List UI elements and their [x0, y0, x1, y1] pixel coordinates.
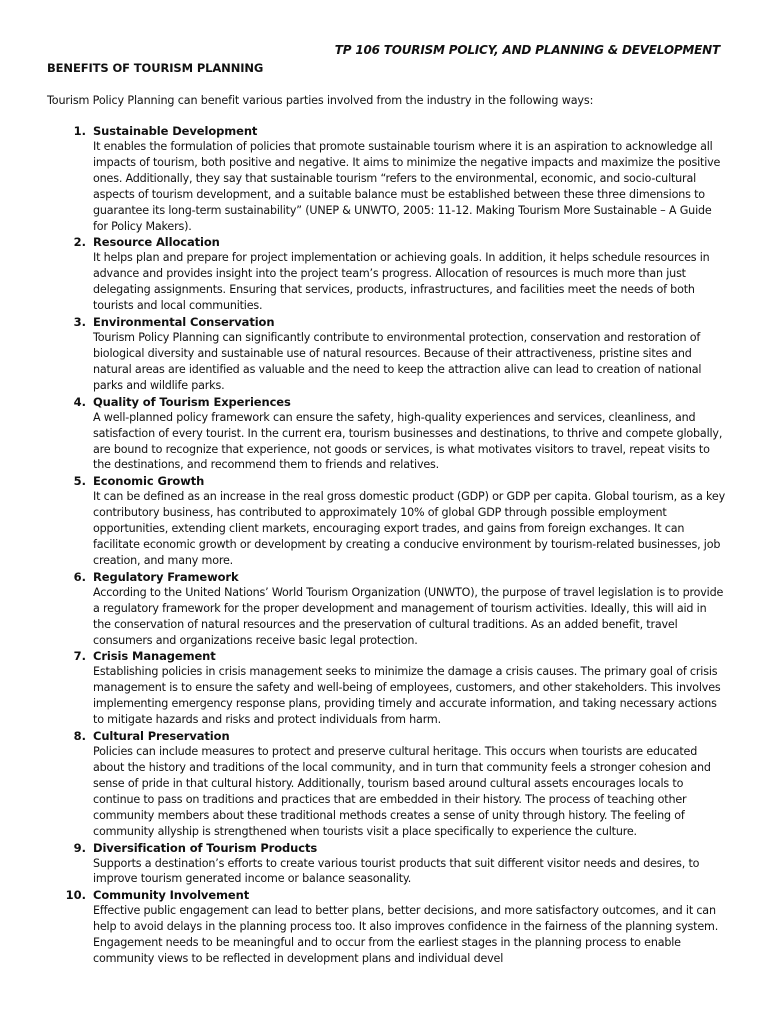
- benefit-item: [0, 729, 768, 839]
- benefit-item: [0, 474, 768, 569]
- benefit-number: 6.: [73, 569, 86, 584]
- benefit-text: Supports a destination’s efforts to create various tourist products that suit different visitor needs and desires, to improve tourism generated income or balance seasonality.: [93, 856, 700, 886]
- benefit-title: Resource Allocation: [93, 235, 220, 250]
- benefit-item: [0, 235, 768, 314]
- benefit-text: It can be defined as an increase in the real gross domestic product (GDP) or GDP per capita. Global tourism, as a key contributory business, has contributed to approximately 10% of global GDP through possible employment opportunities, extending client markets, encouraging export trades, and gains from foreign exchanges. It can facilitate economic growth or development by creating a conducive environment by tourism-related businesses, job creation, and many more.: [93, 490, 725, 567]
- benefit-text: Effective public engagement can lead to better plans, better decisions, and more satisfactory outcomes, and it can help to avoid delays in the planning process too. It also improves confidence in the fairness of the planning system. Engagement needs to be meaningful and to occur from the earliest stages in the planning process to enable community views to be reflected in development plans and individual devel: [93, 904, 719, 966]
- benefit-item: [0, 649, 768, 728]
- benefit-number: 8.: [73, 729, 86, 744]
- document-title: BENEFITS OF TOURISM PLANNING: [47, 61, 264, 75]
- benefits-list: [0, 124, 768, 968]
- benefit-text: Tourism Policy Planning can significantly contribute to environmental protection, conservation and restoration of biological diversity and sustainable use of natural resources. Because of their attractiveness, pristine sites and natural areas are identified as valuable and the need to keep the attraction alive can lead to creation of national parks and wildlife parks.: [93, 331, 702, 392]
- benefit-text: Policies can include measures to protect and preserve cultural heritage. This occurs when tourists are educated about the history and traditions of the local community, and in turn that community feels a stronger cohesion and sense of pride in that cultural history. Additionally, tourism based around cultural assets encourages locals to continue to pass on traditions and practices that are embedded in their history. The process of teaching other community members about these traditional methods creates a sense of unity through history. The feeling of community allyship is strengthened when tourists visit a place specifically to experience the culture.: [93, 745, 711, 838]
- benefit-title: Environmental Conservation: [93, 315, 275, 330]
- benefit-title: Regulatory Framework: [93, 569, 239, 584]
- benefit-title: Sustainable Development: [93, 124, 258, 138]
- benefit-number: 10.: [65, 888, 86, 903]
- course-header: TP 106 TOURISM POLICY, AND PLANNING & DEVELOPMENT: [334, 43, 720, 57]
- benefit-item: [0, 841, 768, 888]
- benefit-text: It enables the formulation of policies that promote sustainable tourism where it is an aspiration to acknowledge all impacts of tourism, both positive and negative. It aims to minimize the negative impacts and maximize the positive ones. Additionally, they say that sustainable tourism “refers to the environmental, economic, and socio-cultural aspects of tourism development, and a suitable balance must be established between these three dimensions to guarantee its long-term sustainability” (UNEP & UNWTO, 2005: 11-12. Making Tourism More Sustainable – A Guide for Policy Makers).: [93, 140, 721, 233]
- benefit-title: Quality of Tourism Experiences: [93, 394, 291, 409]
- benefit-title: Economic Growth: [93, 474, 205, 489]
- intro-paragraph: Tourism Policy Planning can benefit various parties involved from the industry in the following ways:: [47, 94, 594, 107]
- benefit-title: Diversification of Tourism Products: [93, 840, 318, 855]
- benefit-number: 3.: [73, 315, 86, 330]
- benefit-item: [0, 395, 768, 474]
- benefit-title: Community Involvement: [93, 888, 250, 903]
- benefit-title: Crisis Management: [93, 649, 216, 664]
- benefit-text: A well-planned policy framework can ensure the safety, high-quality experiences and services, cleanliness, and satisfaction of every tourist. In the current era, tourism businesses and destinations, to thrive and compete globally, are bound to recognize that experience, not goods or services, is what motivates visitors to travel, repeat visits to the destinations, and recommend them to friends and relatives.: [93, 410, 723, 472]
- benefit-number: 1.: [73, 124, 86, 138]
- benefit-title: Cultural Preservation: [93, 729, 230, 744]
- benefit-item: [0, 315, 768, 394]
- benefit-item: [0, 124, 768, 234]
- benefit-text: Establishing policies in crisis management seeks to minimize the damage a crisis causes. The primary goal of crisis management is to ensure the safety and well-being of employees, customers, and other stakeholders. This involves implementing emergency response plans, providing timely and accurate information, and taking necessary actions to mitigate hazards and risks and protect individuals from harm.: [93, 665, 721, 727]
- benefit-number: 4.: [73, 394, 86, 409]
- benefit-number: 7.: [73, 649, 86, 664]
- benefit-number: 5.: [73, 474, 86, 489]
- benefit-item: [0, 888, 768, 967]
- benefit-text: According to the United Nations’ World Tourism Organization (UNWTO), the purpose of travel legislation is to provide a regulatory framework for the proper development and management of tourism activities. Ideally, this will aid in the conservation of natural resources and the preservation of cultural traditions. As an added benefit, travel consumers and organizations receive basic legal protection.: [93, 585, 724, 647]
- benefit-number: 9.: [73, 840, 86, 855]
- benefit-number: 2.: [73, 235, 86, 250]
- benefit-item: [0, 570, 768, 649]
- benefit-text: It helps plan and prepare for project implementation or achieving goals. In addition, it helps schedule resources in advance and provides insight into the project team’s progress. Allocation of resources is much more than just delegating assignments. Ensuring that services, products, infrastructures, and facilities meet the needs of both tourists and local communities.: [93, 251, 710, 313]
